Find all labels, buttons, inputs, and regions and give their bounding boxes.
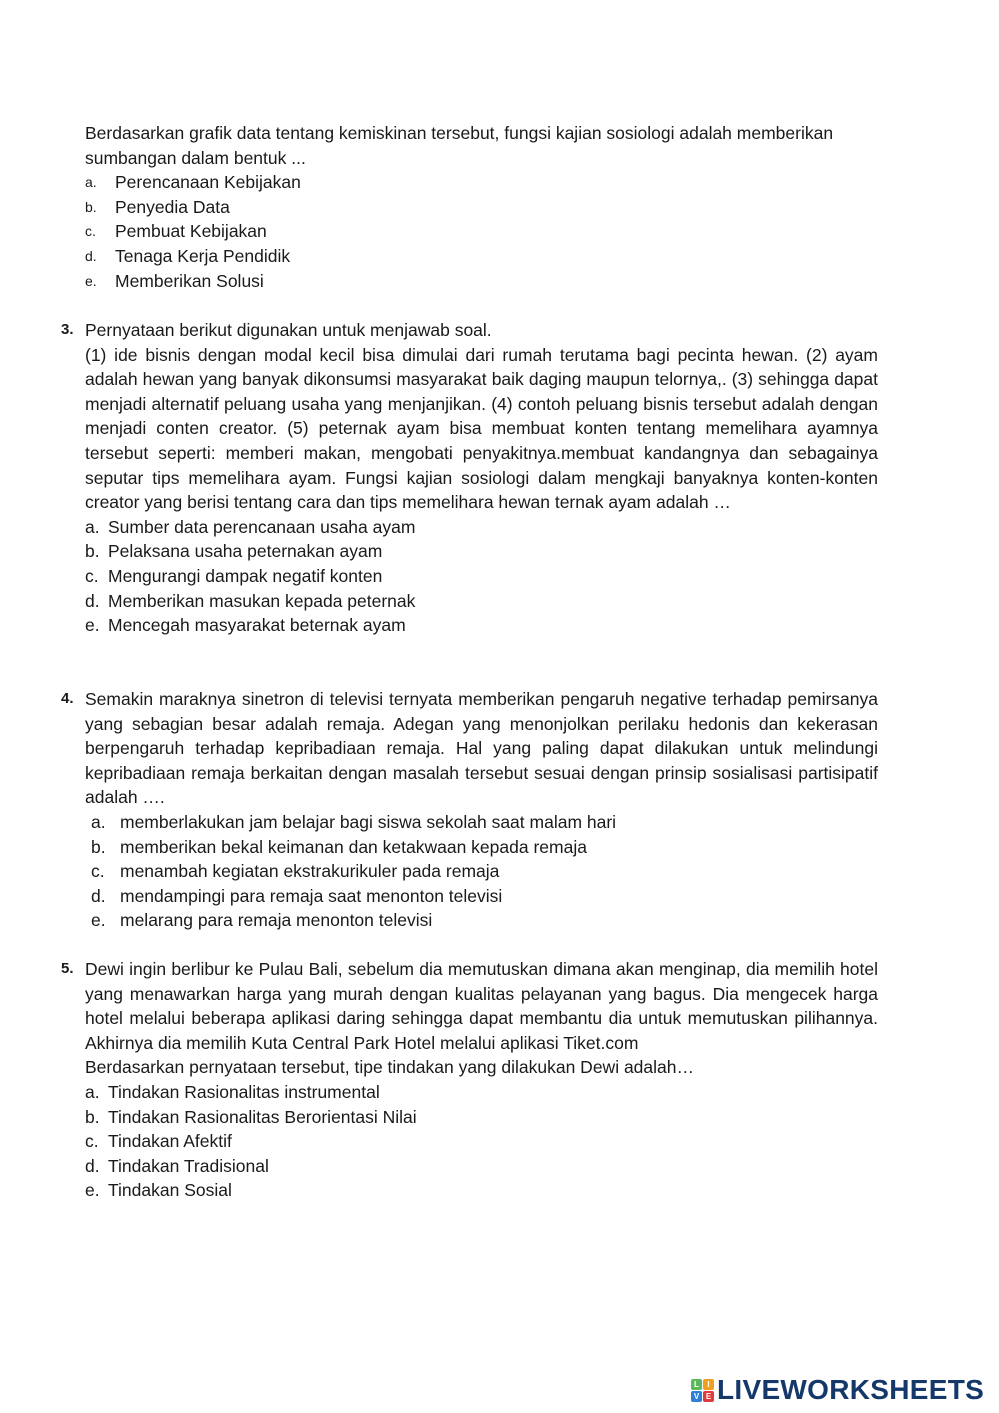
option-a[interactable] [85,515,878,540]
option-d[interactable] [85,589,878,614]
option-b[interactable] [85,195,878,220]
option-letter: e. [85,272,97,289]
option-d[interactable] [85,244,878,269]
option-b[interactable] [85,1105,878,1130]
question-2-options [85,170,878,293]
liveworksheets-logo[interactable] [691,1375,984,1405]
option-text: Sumber data perencanaan usaha ayam [108,516,416,537]
option-letter: d. [85,590,100,611]
question-5-block [61,957,878,1203]
tile-i: I [703,1379,714,1390]
option-b[interactable] [85,539,878,564]
option-letter: c. [91,861,105,882]
option-letter: b. [85,1106,100,1127]
option-letter: c. [85,1131,99,1152]
option-text: Mencegah masyarakat beternak ayam [108,615,406,636]
option-letter: d. [85,247,97,264]
option-text: Pelaksana usaha peternakan ayam [108,541,383,562]
option-c[interactable] [85,859,878,884]
option-letter: e. [85,615,100,636]
question-3-options [85,515,878,638]
option-letter: a. [85,516,100,537]
option-letter: d. [91,885,106,906]
option-letter: a. [85,174,97,191]
option-letter: e. [85,1180,100,1201]
option-letter: b. [85,541,100,562]
option-letter: c. [85,565,99,586]
option-letter: c. [85,223,96,240]
option-text: menambah kegiatan ekstrakurikuler pada remaja [120,861,500,882]
tile-v: V [691,1391,702,1402]
option-c[interactable] [85,1129,878,1154]
question-4-stem: Semakin maraknya sinetron di televisi ternyata memberikan pengaruh negative terhadap pemirsanya yang sebagian besar adalah remaja. Adegan yang menonjolkan perilaku hedonis dan kekerasan berpengaruh terhadap kepribadiaan remaja. Hal yang paling dapat dilakukan untuk melindungi kepribadiaan remaja berkaitan dengan masalah tersebut sesuai dengan prinsip sosialisasi partisipatif adalah …. [85,689,878,808]
option-e[interactable] [85,908,878,933]
question-5-stem: Dewi ingin berlibur ke Pulau Bali, sebelum dia memutuskan dimana akan menginap, dia memilih hotel yang menawarkan harga yang murah dengan kualitas pelayanan yang bagus. Dia mengecek harga hotel melalui beberapa aplikasi daring sehingga dapat membantu dia untuk memutuskan pilihannya. Akhirnya dia memilih Kuta Central Park Hotel melalui aplikasi Tiket.com [85,959,878,1053]
option-text: memberikan bekal keimanan dan ketakwaan kepada remaja [120,836,587,857]
question-3-block [61,318,878,638]
option-d[interactable] [85,1154,878,1179]
option-c[interactable] [85,564,878,589]
tile-e: E [703,1391,714,1402]
option-text: Perencanaan Kebijakan [115,172,301,193]
question-2-block [85,121,878,293]
option-text: Memberikan masukan kepada peternak [108,590,416,611]
option-e[interactable] [85,613,878,638]
option-a[interactable] [85,170,878,195]
option-b[interactable] [85,835,878,860]
option-letter: e. [91,910,106,931]
option-letter: b. [91,836,106,857]
question-5-question: Berdasarkan pernyataan tersebut, tipe tindakan yang dilakukan Dewi adalah… [85,1057,694,1078]
option-d[interactable] [85,884,878,909]
option-text: Tindakan Rasionalitas Berorientasi Nilai [108,1106,417,1127]
option-text: Tindakan Rasionalitas instrumental [108,1081,380,1102]
question-3-intro: Pernyataan berikut digunakan untuk menjawab soal. [85,320,492,340]
tile-l: L [691,1379,702,1390]
option-text: Penyedia Data [115,196,230,217]
option-text: mendampingi para remaja saat menonton televisi [120,885,503,906]
option-text: Pembuat Kebijakan [115,221,267,242]
question-4-block [61,687,878,933]
option-e[interactable] [85,269,878,294]
logo-text: LIVEWORKSHEETS [717,1374,985,1405]
option-a[interactable] [85,810,878,835]
option-e[interactable] [85,1178,878,1203]
option-text: memberlakukan jam belajar bagi siswa sekolah saat malam hari [120,811,617,832]
option-c[interactable] [85,219,878,244]
option-letter: a. [85,1081,100,1102]
live-tiles-icon [691,1379,714,1402]
question-2-stem: Berdasarkan grafik data tentang kemiskinan tersebut, fungsi kajian sosiologi adalah memberikan sumbangan dalam bentuk ... [85,123,834,168]
question-number: 4. [61,690,74,707]
question-number: 5. [61,960,74,977]
question-number: 3. [61,321,74,338]
question-5-options [85,1080,878,1203]
option-text: Tenaga Kerja Pendidik [115,245,291,266]
option-text: Mengurangi dampak negatif konten [108,565,383,586]
option-letter: d. [85,1155,100,1176]
option-a[interactable] [85,1080,878,1105]
option-text: Tindakan Afektif [108,1131,232,1152]
option-text: Tindakan Sosial [108,1180,232,1201]
option-text: Memberikan Solusi [115,270,264,291]
question-3-stem: (1) ide bisnis dengan modal kecil bisa dimulai dari rumah terutama bagi pecinta hewan. (2) ayam adalah hewan yang banyak dikonsumsi masyarakat baik daging maupun telornya,. (3) sehingga dapat menjadi alternatif peluang usaha yang menjanjikan. (4) contoh peluang bisnis tersebut adalah dengan menjadi conten creator. (5) peternak ayam bisa membuat konten tentang memelihara ayamnya tersebut seperti: memberi makan, mengobati penyakitnya.membuat kandangnya dan sebagainya seputar tips memelihara ayam. Fungsi kajian sosiologi dalam mengkaji banyaknya konten-konten creator yang berisi tentang cara dan tips memelihara hewan ternak ayam adalah … [85,344,878,513]
option-text: melarang para remaja menonton televisi [120,910,433,931]
question-4-options [85,810,878,933]
option-letter: b. [85,198,97,215]
option-text: Tindakan Tradisional [108,1155,269,1176]
option-letter: a. [91,811,106,832]
